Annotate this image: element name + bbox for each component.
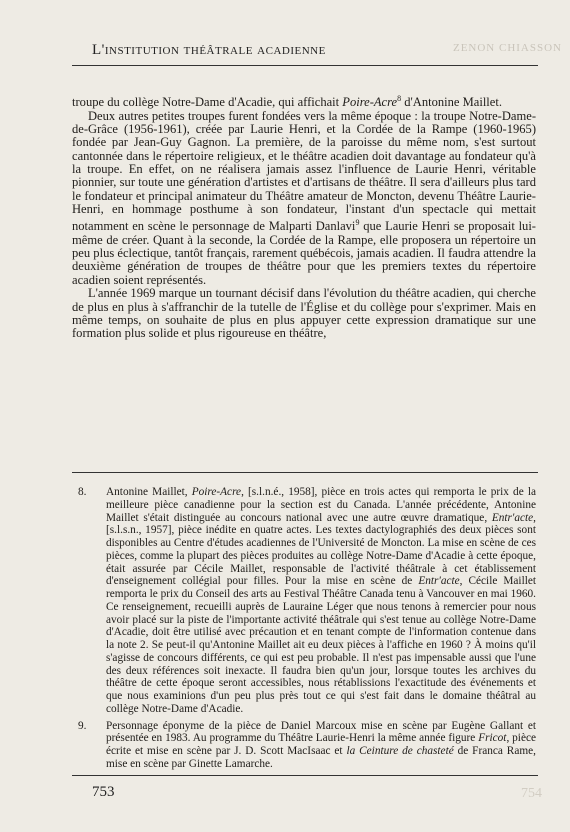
text-run: , [s.l.n.é., 1958], pièce en trois actes qui remporta le prix de la meilleure pièce canadienne pour la section est du Canada. L'année précédente, Antonine Maillet s'était distinguée au concours national avec une autre œuvre dramatique, [106,486,536,524]
text-run: que Laurie Henri se proposait lui-même de créer. Quant à la seconde, la Cordée de la Rampe, elle proposera un répertoire un peu plus éclectique, tantôt français, rarement québécois, jamais acadien. Il faudra attendre la deuxième génération de troupes de théâtre pour que les premiers textes du répertoire acadien soient représentés. [72,219,536,287]
text-run: L'année 1969 marque un tournant décisif dans l'évolution du théâtre acadien, qui cherche de plus en plus à s'affranchir de la tutelle de l'Église et du collège pour s'exprimer. Mais en même temps, on souhaite de plus en plus appuyer cette expression dramatique sur une formation plus solide et plus rigoureuse en théâtre, [72,286,536,341]
paragraph [72,110,536,288]
italic-title: la Ceinture de chasteté [346,745,454,757]
paragraph [72,287,536,340]
text-run: troupe du collège Notre-Dame d'Acadie, qui affichait [72,95,343,110]
paragraph [72,92,536,110]
text-run: Deux autres petites troupes furent fondées vers la même époque : la troupe Notre-Dame-de-Grâce (1956-1961), créée par Laurie Henri, et la Cordée de la Rampe (1960-1965) fondée par Jean-Guy Gagnon. La première, de la paroisse du même nom, s'est surtout cantonnée dans le répertoire religieux, et le théâtre acadien doit davantage au fondateur qu'à la troupe. En effet, on ne réalisera jamais assez l'influence de Laurie Henri, véritable pionnier, sur toute une génération d'artistes et d'artisans de théâtre. Il sera d'ailleurs plus tard le fondateur et principal animateur du Théâtre amateur de Moncton, devenu Théâtre Laurie-Henri, en hommage posthume à son fondateur, l'instant d'un spectacle qui mettait notamment en scène le personnage de Malparti Danlavi [72,108,536,234]
text-run: , pièce écrite et mise en scène par J. D. Scott MacIsaac et [106,732,536,757]
italic-title: Poire-Acre [342,95,398,110]
italic-title: Entr'acte [418,575,460,588]
show-through-page-number: 754 [521,786,542,801]
footnote-number: 9. [78,719,87,732]
footer-rule [72,775,538,776]
text-run: de Franca Rame, mise en scène par Ginette Lamarche. [106,745,536,770]
footnote-rule [72,472,538,473]
text-run: Personnage éponyme de la pièce de Daniel Marcoux mise en scène par Eugène Gallant et présentée en 1983. Au programme du Théâtre Laurie-Henri la même année figure [106,719,536,745]
header-rule [72,65,538,66]
text-run: , Cécile Maillet remporta le prix du Conseil des arts au Festival Théâtre Canada tenu à Vancouver en mai 1960. Ce renseignement, recueilli auprès de Lauraine Léger que nous tenons à remercier pour nous avoir placé sur la piste de l'importante activité théâtrale qui s'est tenue au collège Notre-Dame d'Acadie, doit être utilisé avec précaution et en tenant compte de l'information contenue dans la note 2. Se peut-il qu'Antonine Maillet ait eu deux pièces à l'affiche en 1960 ? À moins qu'il s'agisse de concours différents, ce qui est peu probable. Il n'est pas impensable aussi que l'une des deux références soit inexacte. Il faudra bien qu'un jour, lorsque toutes les archives du théâtre de cette époque seront accessibles, nous rétablissions l'exactitude des événements et que nous examinions d'un peu plus près tout ce qui s'est fait dans le domaine théâtral au collège Notre-Dame d'Acadie. [106,575,536,715]
main-text [72,92,536,341]
italic-title: Entr'acte [491,511,534,524]
footnote-9 [72,720,536,771]
show-through-text: ZENON CHIASSON [452,42,562,54]
italic-title: Poire-Acre [191,486,242,498]
footnote-text [106,486,536,716]
text-run: Antonine Maillet, [106,486,192,498]
text-run: , [s.l.s.n., 1957], pièce inédite en quatre actes. Les textes dactylographiés des deux pièces sont disponibles au Centre d'études acadiennes de l'Université de Moncton. La mise en scène de ces pièces, comme la plupart des pièces produites au collège Notre-Dame d'Acadie à cette époque, était assurée par Cécile Maillet, responsable de l'activité théâtrale à cet établissement d'enseignement collégial pour filles. Pour la mise en scène de [106,511,536,588]
footnote-number: 8. [78,486,87,498]
page-number: 753 [92,784,115,800]
italic-title: Fricot [478,732,507,745]
footnote-ref: 8 [397,94,402,103]
footnote-8 [72,486,536,716]
running-header-title: L'institution théâtrale acadienne [92,42,326,58]
text-run: d'Antonine Maillet. [401,95,502,110]
footnote-text [106,720,536,771]
footnote-ref: 9 [355,218,360,228]
footnotes [72,486,536,775]
